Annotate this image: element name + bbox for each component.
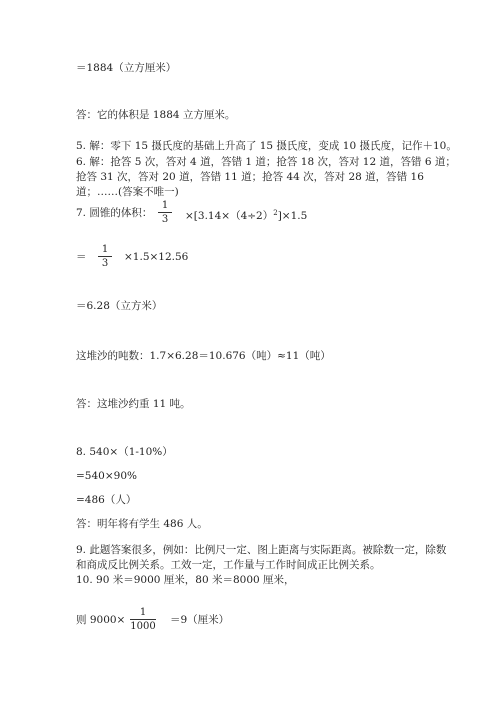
fraction-numerator: 1 [101, 244, 109, 255]
q9-solution-line-1: 9. 此题答案很多，例如：比例尺一定、图上距离与实际距离。被除数一定，除数 [76, 544, 447, 556]
fraction-bar [98, 256, 112, 257]
q8-step-line: =540×90% [76, 470, 137, 482]
q10-fraction-scale [130, 607, 156, 632]
q9-solution-line-2: 和商成反比例关系。工效一定，工作量与工作时间成正比例关系。 [76, 559, 381, 571]
q6-solution-line-1: 6. 解：抢答 5 次，答对 4 道，答错 1 道；抢答 18 次，答对 12 道，答错 6 道； [76, 156, 456, 168]
q7-step-result: ＝6.28（立方米） [76, 300, 163, 312]
fraction-numerator: 1 [161, 200, 169, 211]
fraction-denominator: 3 [101, 258, 109, 269]
sand-answer-line: 答：这堆沙约重 11 吨。 [76, 398, 191, 410]
exponent: 2 [273, 209, 278, 217]
volume-answer-line: 答：它的体积是 1884 立方厘米。 [76, 109, 236, 121]
q7-step-expression: ×1.5×12.56 [124, 251, 189, 263]
fraction-bar [130, 619, 156, 620]
expression-part-b: ]×1.5 [277, 210, 308, 222]
q8-answer-line: 答：明年将有学生 486 人。 [76, 518, 208, 530]
volume-result-line: ＝1884（立方厘米） [76, 62, 177, 74]
q8-result-line: =486（人） [76, 494, 137, 506]
q7-step-fraction-one-third [98, 244, 112, 269]
q6-solution-line-2: 抢答 31 次，答对 20 道，答错 11 道；抢答 44 次，答对 28 道，答错 16 [76, 171, 424, 183]
q10-calc-result: ＝9（厘米） [170, 614, 230, 626]
fraction-numerator: 1 [139, 607, 147, 618]
q5-solution-line: 5. 解：零下 15 摄氏度的基础上升高了 15 摄氏度，变成 10 摄氏度，记作＋10。 [76, 140, 457, 152]
q10-conversion-line: 10. 90 米＝9000 厘米，80 米＝8000 厘米， [76, 574, 295, 586]
q10-calc-prefix: 则 9000× [76, 614, 126, 626]
sand-tonnage-line: 这堆沙的吨数：1.7×6.28＝10.676（吨）≈11（吨） [76, 350, 331, 362]
q7-cone-volume-expression [185, 207, 307, 223]
q7-step-equals: ＝ [76, 251, 87, 263]
q6-solution-line-3: 道；……(答案不唯一) [76, 186, 179, 198]
expression-part-a: ×[3.14×（4÷2） [185, 210, 274, 222]
q7-fraction-one-third [158, 200, 172, 225]
q8-expression-line: 8. 540×（1-10%） [76, 446, 173, 458]
fraction-bar [158, 212, 172, 213]
q7-cone-volume-label: 7. 圆锥的体积： [76, 207, 153, 219]
fraction-denominator: 1000 [130, 621, 156, 632]
fraction-denominator: 3 [161, 214, 169, 225]
